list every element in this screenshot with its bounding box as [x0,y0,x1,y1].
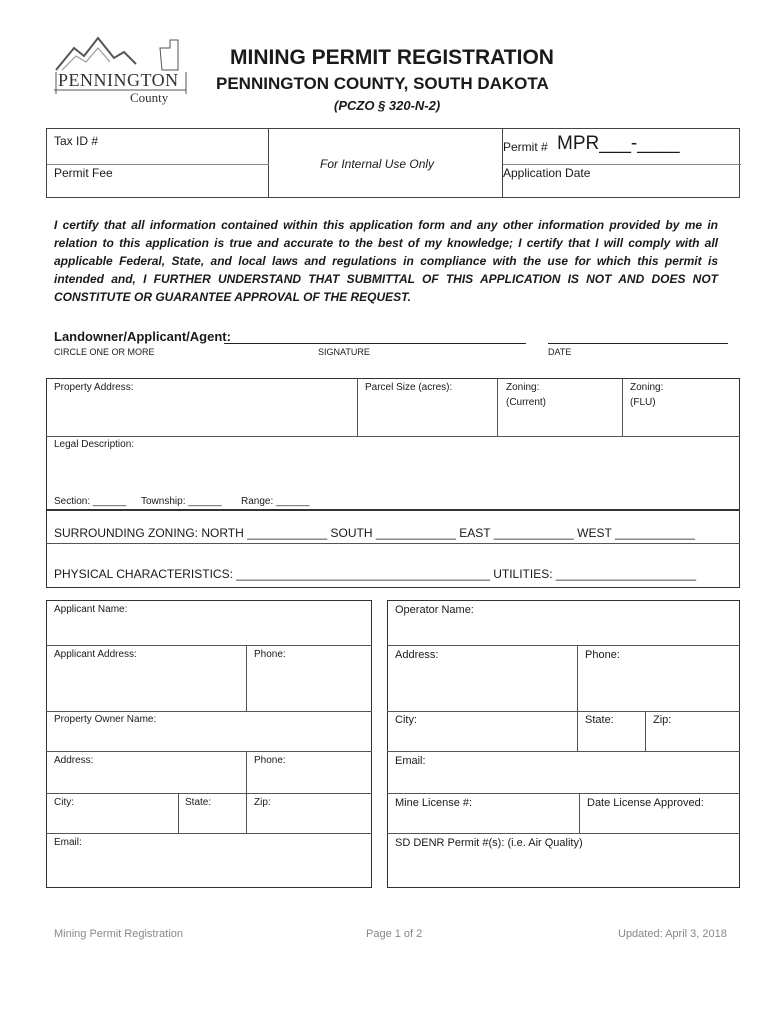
zoning-current-label: Zoning: [506,382,540,393]
certification-statement: I certify that all information contained within this application form and any other information provided by me in relation to this application is true and accurate to the best of my knowledge; I certify that I will comply with all applicable Federal, State, and local laws and regulations in compliance with the use for which this permit is intended and, I FURTHER UNDERSTAND THAT SUBMITTAL OF THIS APPLICATION IS NOT AND DOES NOT CONSTITUTE OR GUARANTEE APPROVAL OF THE REQUEST. [54,218,718,304]
property-box [46,378,740,588]
permit-fee-label: Permit Fee [54,166,113,180]
divider [46,793,372,794]
operator-phone-label: Phone: [585,649,620,661]
logo-text-county: County [130,90,169,105]
signature-caption: SIGNATURE [318,347,370,357]
pennington-county-logo [52,30,192,106]
owner-phone-label: Phone: [254,755,286,766]
township-label: Township: ______ [141,496,222,507]
physical-characteristics: PHYSICAL CHARACTERISTICS: ______________________________________ UTILITIES: _____________________ [54,567,697,581]
application-date-label: Application Date [503,166,591,180]
divider [387,711,740,712]
owner-zip-label: Zip: [254,797,271,808]
divider [46,509,740,511]
operator-address-label: Address: [395,649,439,661]
owner-email-label: Email: [54,837,82,848]
operator-name-label: Operator Name: [395,604,474,616]
divider [246,751,247,833]
logo-text-pennington: PENNINGTON [58,70,179,90]
permit-number-label: Permit # [503,140,548,154]
divider [387,833,740,834]
page-subtitle: PENNINGTON COUNTY, SOUTH DAKOTA [216,74,549,93]
applicant-address-label: Applicant Address: [54,649,137,660]
signature-line[interactable] [224,343,526,344]
parcel-size-label: Parcel Size (acres): [365,382,453,393]
operator-state-label: State: [585,714,614,726]
divider [645,711,646,751]
owner-city-label: City: [54,797,74,808]
divider [579,793,580,833]
divider [497,378,498,436]
zoning-current-sub: (Current) [506,397,547,408]
divider [503,164,741,165]
property-owner-name-label: Property Owner Name: [54,714,157,725]
applicant-box [46,600,372,888]
divider [357,378,358,436]
footer-page-number: Page 1 of 2 [366,928,423,940]
owner-state-label: State: [185,797,212,808]
circle-one-label: CIRCLE ONE OR MORE [54,347,155,357]
mine-license-label: Mine License #: [395,797,473,809]
operator-city-label: City: [395,714,417,726]
divider [46,543,740,544]
date-caption: DATE [548,347,572,357]
owner-address-label: Address: [54,755,94,766]
divider [387,645,740,646]
date-line[interactable] [548,343,728,344]
date-license-approved-label: Date License Approved: [587,797,704,809]
operator-zip-label: Zip: [653,714,672,726]
operator-email-label: Email: [395,755,426,767]
applicant-name-label: Applicant Name: [54,604,128,615]
property-address-label: Property Address: [54,382,134,393]
applicant-phone-label: Phone: [254,649,286,660]
section-label: Section: ______ [54,496,127,507]
permit-number-prefix: MPR___-____ [557,133,680,154]
page-title: MINING PERMIT REGISTRATION [230,46,554,69]
divider [178,793,179,833]
zoning-flu-sub: (FLU) [630,397,656,408]
tax-id-label: Tax ID # [54,134,99,148]
divider [47,164,269,165]
range-label: Range: ______ [241,496,310,507]
divider [246,645,247,711]
footer-updated-date: Updated: April 3, 2018 [618,928,727,940]
denr-permit-label: SD DENR Permit #(s): (i.e. Air Quality) [395,837,583,849]
zoning-flu-label: Zoning: [630,382,664,393]
divider [387,751,740,752]
divider [622,378,623,436]
landowner-label: Landowner/Applicant/Agent: [54,329,231,344]
footer-document-name: Mining Permit Registration [54,928,183,940]
divider [46,751,372,752]
divider [387,793,740,794]
divider [577,645,578,751]
divider [46,711,372,712]
divider [46,436,740,437]
surrounding-zoning: SURROUNDING ZONING: NORTH ____________ SOUTH ____________ EAST ____________ WEST ____________ [54,526,696,540]
divider [46,645,372,646]
internal-use-label: For Internal Use Only [320,157,435,171]
legal-description-label: Legal Description: [54,439,135,450]
divider [46,833,372,834]
ordinance-code: (PCZO § 320-N-2) [334,98,441,113]
